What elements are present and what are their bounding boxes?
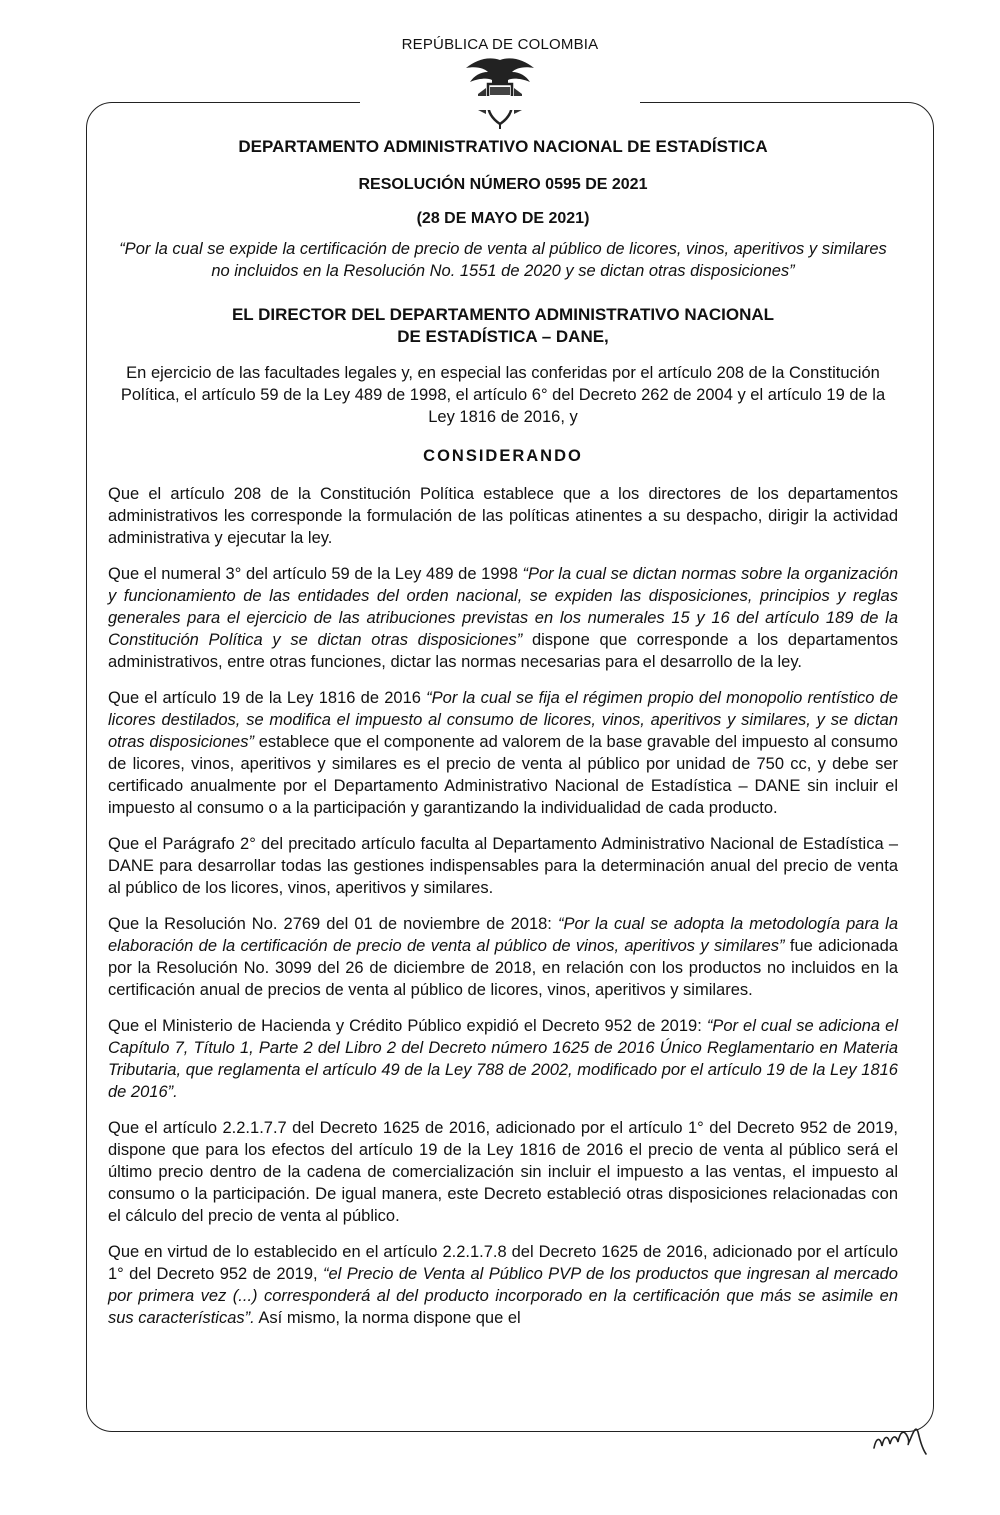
entity-title: DEPARTAMENTO ADMINISTRATIVO NACIONAL DE ESTADÍSTICA [238, 137, 768, 156]
considerations-list [108, 483, 898, 1329]
director-line-1: EL DIRECTOR DEL DEPARTAMENTO ADMINISTRATIVO NACIONAL [231, 305, 775, 324]
director-line-2: DE ESTADÍSTICA – DANE, [397, 327, 609, 346]
resolution-epigraph: “Por la cual se expide la certificación de precio de venta al público de licores, vinos, aperitivos y similares no incluidos en la Resolución No. 1551 de 2020 y se dictan otras disposiciones” [119, 240, 887, 280]
consideration-paragraph: Que el artículo 2.2.1.7.7 del Decreto 1625 de 2016, adicionado por el artículo 1° del Decreto 952 de 2019, dispone que para los efectos del artículo 19 de la Ley 1816 de 2016 el precio de venta al público será el último precio dentro de la cadena de comercialización sin incluir el impuesto a las ventas, el impuesto al consumo o la participación. De igual manera, este Decreto estableció otras disposiciones relacionadas con el cálculo del precio de venta al público. [108, 1119, 898, 1225]
consideration-paragraph: Que la Resolución No. 2769 del 01 de noviembre de 2018: “Por la cual se adopta la metodología para la elaboración de la certificación de precio de venta al público de vinos, aperitivos y similares” fue adicionada por la Resolución No. 3099 del 26 de diciembre de 2018, en relación con los productos no incluidos en la certificación anual de precios de venta al público de licores, vinos, aperitivos y similares. [108, 915, 899, 999]
resolution-date: (28 DE MAYO DE 2021) [416, 210, 590, 227]
country-header: REPÚBLICA DE COLOMBIA [401, 36, 599, 53]
consideration-paragraph: Que el numeral 3° del artículo 59 de la Ley 489 de 1998 “Por la cual se dictan normas sobre la organización y funcionamiento de las entidades del orden nacional, se expiden las disposiciones, principios y reglas generales para el ejercicio de las atribuciones previstas en los numerales 15 y 16 del artículo 189 de la Constitución Política y se dictan otras disposiciones” dispone que corresponde a los departamentos administrativos, entre otras funciones, dictar las normas necesarias para el desarrollo de la ley. [108, 565, 898, 671]
handwritten-initials-signature [870, 1418, 930, 1458]
consideration-paragraph: Que el artículo 208 de la Constitución Política establece que a los directores de los departamentos administrativos les corresponde la formulación de las políticas atinentes a su despacho, dirigir la actividad administrativa y ejecutar la ley. [108, 485, 898, 547]
resolution-number: RESOLUCIÓN NÚMERO 0595 DE 2021 [358, 176, 648, 193]
director-heading [108, 304, 898, 348]
consideration-paragraph: Que el artículo 19 de la Ley 1816 de 2016 “Por la cual se fija el régimen propio del monopolio rentístico de licores destilados, se modifica el impuesto al consumo de licores, vinos, aperitivos y similares, y se dictan otras disposiciones” establece que el componente ad valorem de la base gravable del impuesto al consumo de licores, vinos, aperitivos y similares es el precio de venta al público por unidad de 750 cc, y debe ser certificado anualmente por el Departamento Administrativo Nacional de Estadística – DANE sin incluir el impuesto al consumo o a la participación y garantizando la individualidad de cada producto. [108, 689, 898, 817]
document-body [108, 136, 898, 1329]
frame-gap [360, 96, 640, 110]
faculties-paragraph: En ejercicio de las facultades legales y, en especial las conferidas por el artículo 208 de la Constitución Política, el artículo 59 de la Ley 489 de 1998, el artículo 6° del Decreto 262 de 2004 y el artículo 19 de la Ley 1816 de 2016, y [120, 364, 886, 426]
consideration-paragraph: Que el Parágrafo 2° del precitado artículo faculta al Departamento Administrativo Nacional de Estadística – DANE para desarrollar todas las gestiones indispensables para la determinación anual del precio de venta al público de los licores, vinos, aperitivos y similares. [108, 835, 898, 897]
consideration-paragraph: Que en virtud de lo establecido en el artículo 2.2.1.7.8 del Decreto 1625 de 2016, adicionado por el artículo 1° del Decreto 952 de 2019, “el Precio de Venta al Público PVP de los productos que ingresan al mercado por primera vez (...) corresponderá al del producto incorporado en la certificación que más se asimile en sus características”. Así mismo, la norma dispone que el [108, 1243, 898, 1327]
considerando-heading: CONSIDERANDO [423, 446, 583, 465]
consideration-paragraph: Que el Ministerio de Hacienda y Crédito Público expidió el Decreto 952 de 2019: “Por el cual se adiciona el Capítulo 7, Título 1, Parte 2 del Libro 2 del Decreto número 1625 de 2016 Único Reglamentario en Materia Tributaria, que reglamenta el artículo 49 de la Ley 788 de 2002, modificado por el artículo 19 de la Ley 1816 de 2016”. [108, 1017, 898, 1101]
